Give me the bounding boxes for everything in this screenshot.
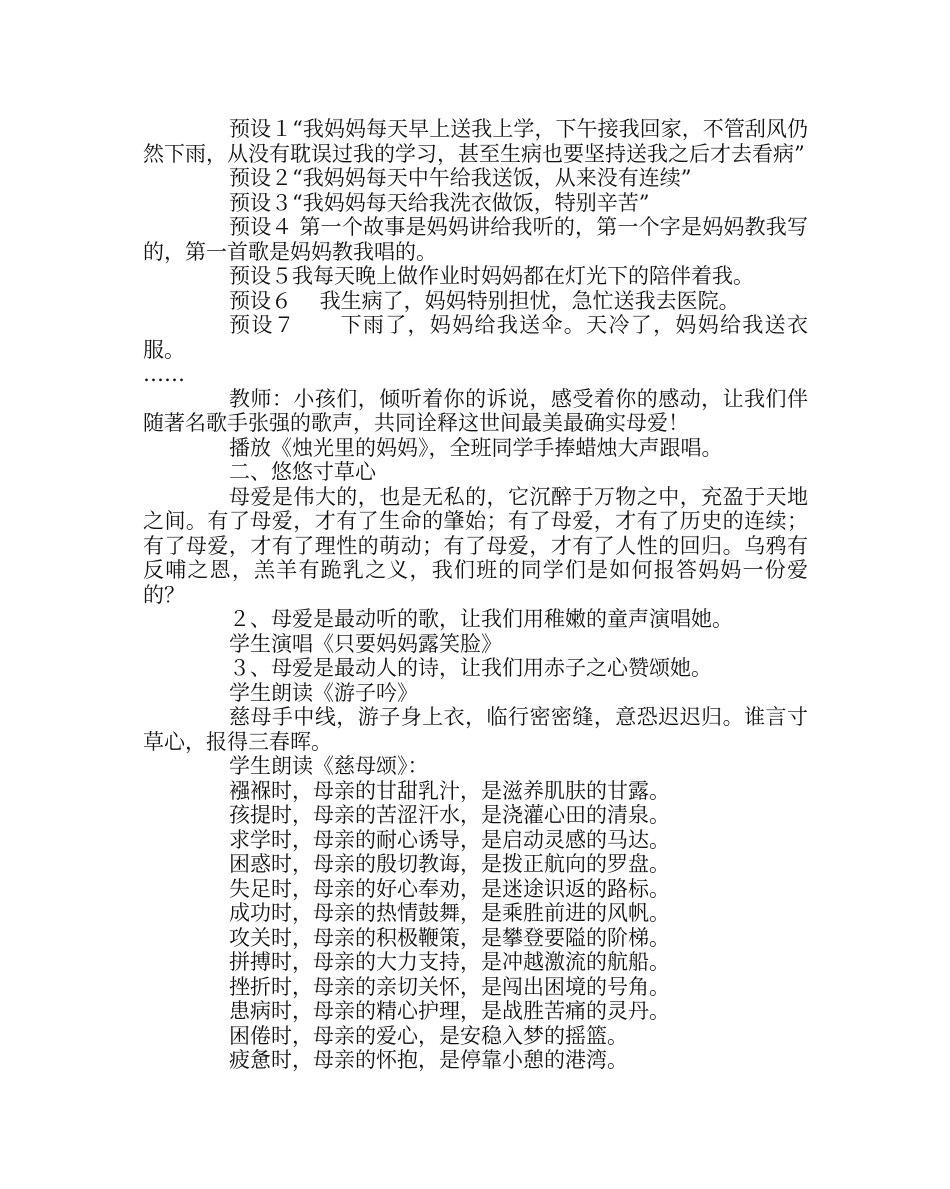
ode-line: 孩提时，母亲的苦涩汗水，是浇灌心田的清泉。 [229, 803, 670, 827]
document-page [143, 117, 808, 1073]
ode-line: 挫折时，母亲的亲切关怀，是闯出困境的号角。 [229, 974, 670, 999]
paragraph-preset-2: 预设２“我妈妈每天中午给我送饭，从来没有连续” [229, 166, 692, 190]
ode-line: 求学时，母亲的耐心诱导，是启动灵感的马达。 [229, 827, 670, 852]
paragraph-student-sing: 学生演唱《只要妈妈露笑脸》 [229, 631, 502, 656]
paragraph-preset-5: 预设５我每天晚上做作业时妈妈都在灯光下的陪伴着我。 [229, 264, 754, 288]
section-heading: 二、悠悠寸草心 [229, 460, 376, 484]
paragraph-preset-1: 预设１“我妈妈每天早上送我上学，下午接我回家，不管刮风仍然下雨，从没有耽误过我的学习，甚至生病也要坚持送我之后才去看病” [143, 117, 808, 166]
ellipsis-line: …… [143, 362, 185, 386]
ode-line: 失足时，母亲的好心奉劝，是迷途识返的路标。 [229, 876, 670, 901]
ode-line: 疲惫时，母亲的怀抱，是停靠小憩的港湾。 [229, 1048, 628, 1072]
ode-line: 患病时，母亲的精心护理，是战胜苦痛的灵丹。 [229, 999, 670, 1023]
paragraph-item-3: ３、母爱是最动人的诗，让我们用赤子之心赞颂她。 [229, 656, 712, 680]
paragraph-preset-7: 预设７ 下雨了，妈妈给我送伞。天冷了，妈妈给我送衣服。 [143, 313, 808, 362]
paragraph-item-2: ２、母爱是最动听的歌，让我们用稚嫩的童声演唱她。 [229, 607, 733, 631]
ode-line: 襁褓时，母亲的甘甜乳汁，是滋养肌肤的甘露。 [229, 778, 670, 803]
ode-line: 拼搏时，母亲的大力支持，是冲越激流的航船。 [229, 950, 670, 974]
paragraph-play-song: 播放《烛光里的妈妈》，全班同学手捧蜡烛大声跟唱。 [229, 435, 723, 460]
ode-line: 成功时，母亲的热情鼓舞，是乘胜前进的风帆。 [229, 901, 670, 925]
paragraph-mother-love: 母爱是伟大的，也是无私的，它沉醉于万物之中，充盈于天地之间。有了母爱，才有了生命的肇始；有了母爱，才有了历史的连续；有了母爱，才有了理性的萌动；有了母爱，才有了人性的回归。乌鸦有反哺之恩，羔羊有跪乳之义，我们班的同学们是如何报答妈妈一份爱的？ [143, 484, 808, 607]
ode-line: 困惑时，母亲的殷切教诲，是拨正航向的罗盘。 [229, 852, 670, 876]
paragraph-preset-6: 预设６ 我生病了，妈妈特别担忧，急忙送我去医院。 [229, 288, 740, 313]
paragraph-teacher: 教师：小孩们，倾听着你的诉说，感受着你的感动，让我们伴随著名歌手张强的歌声，共同诠释这世间最美最确实母爱！ [143, 386, 808, 435]
ode-line: 攻关时，母亲的积极鞭策，是攀登要隘的阶梯。 [229, 925, 670, 950]
paragraph-student-read-ode: 学生朗读《慈母颂》： [229, 754, 429, 778]
paragraph-poem: 慈母手中线，游子身上衣，临行密密缝，意恐迟迟归。谁言寸草心，报得三春晖。 [143, 705, 808, 754]
paragraph-preset-4: 预设４ 第一个故事是妈妈讲给我听的，第一个字是妈妈教我写的，第一首歌是妈妈教我唱的。 [143, 215, 808, 264]
ode-line: 困倦时，母亲的爱心，是安稳入梦的摇篮。 [229, 1023, 628, 1048]
paragraph-student-read-poem: 学生朗读《游子吟》 [229, 680, 418, 705]
paragraph-preset-3: 预设３“我妈妈每天给我洗衣做饭，特别辛苦” [229, 190, 650, 215]
